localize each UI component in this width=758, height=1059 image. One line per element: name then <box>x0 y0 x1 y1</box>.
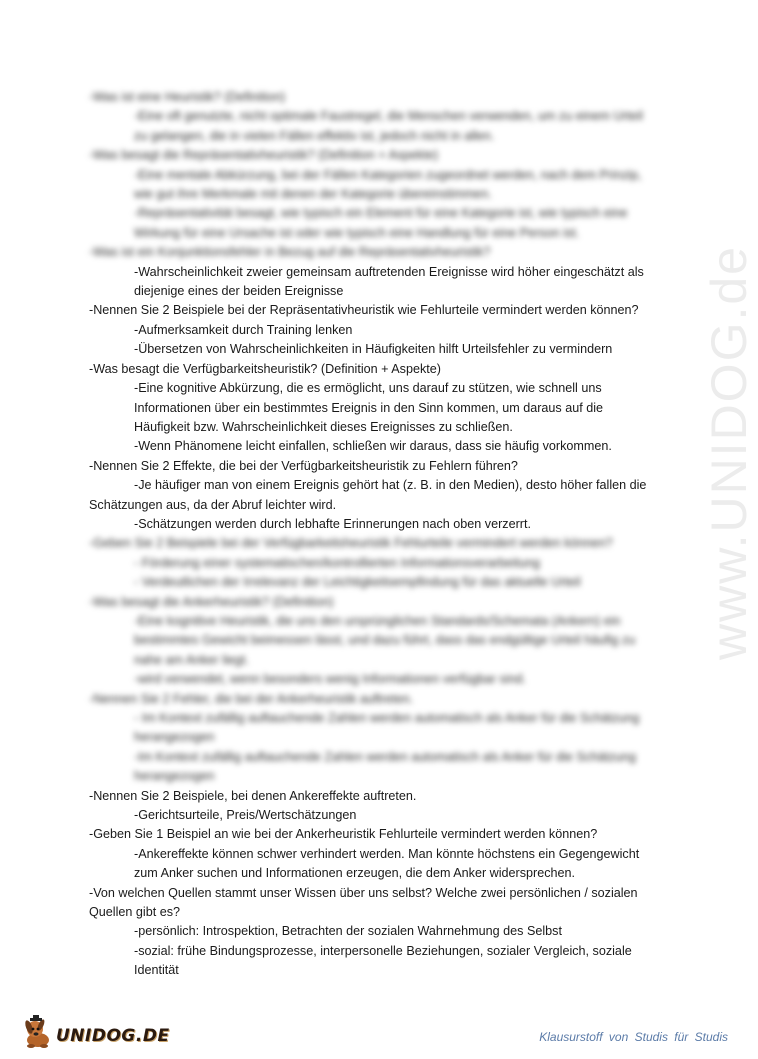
answer-line: -Eine kognitive Heuristik, die uns den ursprünglichen Standards/Schemata (Ankern) ein bestimmtes Gewicht beimessen lässt, und dazu führt, dass das endgültige Urteil häufig zu nahe am Anker liegt. <box>134 613 636 667</box>
answer-line: - Im Kontext zufällig auftauchende Zahlen werden automatisch als Anker für die Schätzung herangezogen <box>134 711 640 745</box>
logo-text: UNIDOG.DE <box>56 1026 170 1046</box>
question-line: -Was besagt die Repräsentativheuristik? (Definition + Aspekte) <box>89 148 439 163</box>
footer-tagline: Klausurstoff von Studis für Studis <box>539 1030 728 1044</box>
watermark-text: www.UNIDOG.de <box>701 245 757 660</box>
question-line: -Geben Sie 2 Beispiele bei der Verfügbarkeitsheuristik Fehlurteile vermindert werden können? <box>89 536 613 551</box>
answer-line: -Eine mentale Abkürzung, bei der Fällen Kategorien zugeordnet werden, nach dem Prinzip, wie gut ihre Merkmale mit denen der Kategorie übereinstimmen. <box>134 167 642 202</box>
question-line: -Von welchen Quellen stammt unser Wissen über uns selbst? Welche zwei persönlichen / sozialen Quellen gibt es? <box>89 885 638 920</box>
question-line: -Nennen Sie 2 Beispiele, bei denen Ankereffekte auftreten. <box>89 788 417 803</box>
answer-line: -Eine oft genutzte, nicht optimale Faustregel, die Menschen verwenden, um zu einem Urteil zu gelangen, die in vielen Fällen effektiv ist, jedoch nicht in allen. <box>134 109 643 143</box>
answer-line: - Verdeutlichen der Irrelevanz der Leichtigkeitsempfindung für das aktuelle Urteil <box>134 575 581 590</box>
dog-mascot-icon <box>22 1015 56 1049</box>
question-line: -Was besagt die Ankerheuristik? (Definition) <box>89 594 334 609</box>
answer-line: -Aufmerksamkeit durch Training lenken <box>134 322 353 337</box>
answer-line: -Eine kognitive Abkürzung, die es ermöglicht, uns darauf zu stützen, wie schnell uns Informationen über ein bestimmtes Ereignis in den Sinn kommen, um daraus auf die Häufigkeit bzw. Wahrscheinlichkeit dieses Ereignisses zu schließen. <box>134 381 604 434</box>
answer-line: -wird verwendet, wenn besonders wenig Informationen verfügbar sind. <box>134 672 527 687</box>
question-line: -Was besagt die Verfügbarkeitsheuristik? (Definition + Aspekte) <box>89 361 441 376</box>
answer-line: -Schätzungen werden durch lebhafte Erinnerungen nach oben verzerrt. <box>134 516 531 531</box>
answer-line: -persönlich: Introspektion, Betrachten der sozialen Wahrnehmung des Selbst <box>134 924 562 939</box>
question-line: -Was ist ein Konjunktionsfehler in Bezug auf die Repräsentativheuristik? <box>89 245 491 260</box>
question-line: -Geben Sie 1 Beispiel an wie bei der Ankerheuristik Fehlurteile vermindert werden können? <box>89 827 598 842</box>
document-content <box>89 88 659 981</box>
unidog-logo <box>22 1013 170 1049</box>
answer-line: -Wahrscheinlichkeit zweier gemeinsam auftretenden Ereignisse wird höher eingeschätzt als diejenige eines der beiden Ereignisse <box>134 264 644 299</box>
question-line: -Nennen Sie 2 Fehler, die bei der Ankerheuristik auftreten. <box>89 691 414 706</box>
answer-line: -Je häufiger man von einem Ereignis gehört hat (z. B. in den Medien), desto höher fallen die Schätzungen aus, da der Abruf leichter wird. <box>89 478 647 512</box>
question-line: -Nennen Sie 2 Beispiele bei der Repräsentativheuristik wie Fehlurteile vermindert werden können? <box>89 303 639 318</box>
answer-line: -Übersetzen von Wahrscheinlichkeiten in Häufigkeiten hilft Urteilsfehler zu vermindern <box>134 342 613 357</box>
answer-line: -Wenn Phänomene leicht einfallen, schließen wir daraus, dass sie häufig vorkommen. <box>134 439 612 454</box>
question-line: -Nennen Sie 2 Effekte, die bei der Verfügbarkeitsheuristik zu Fehlern führen? <box>89 458 518 473</box>
answer-line: -Ankereffekte können schwer verhindert werden. Man könnte höchstens ein Gegengewicht zum Anker suchen und Informationen erzeugen, die dem Anker widersprechen. <box>134 846 640 881</box>
answer-line: -Repräsentativität besagt, wie typisch ein Element für eine Kategorie ist, wie typisch eine Wirkung für eine Ursache ist oder wie typisch eine Handlung für eine Person ist. <box>134 206 628 240</box>
answer-line: -Gerichtsurteile, Preis/Wertschätzungen <box>134 808 357 823</box>
answer-line: -sozial: frühe Bindungsprozesse, interpersonelle Beziehungen, sozialer Vergleich, soziale Identität <box>134 943 632 978</box>
answer-line: - Förderung einer systematischen/kontrollierten Informationsverarbeitung <box>134 555 540 570</box>
answer-line: -Im Kontext zufällig auftauchende Zahlen werden automatisch als Anker für die Schätzung herangezogen <box>134 749 636 784</box>
question-line: -Was ist eine Heuristik? (Definition) <box>89 90 286 104</box>
